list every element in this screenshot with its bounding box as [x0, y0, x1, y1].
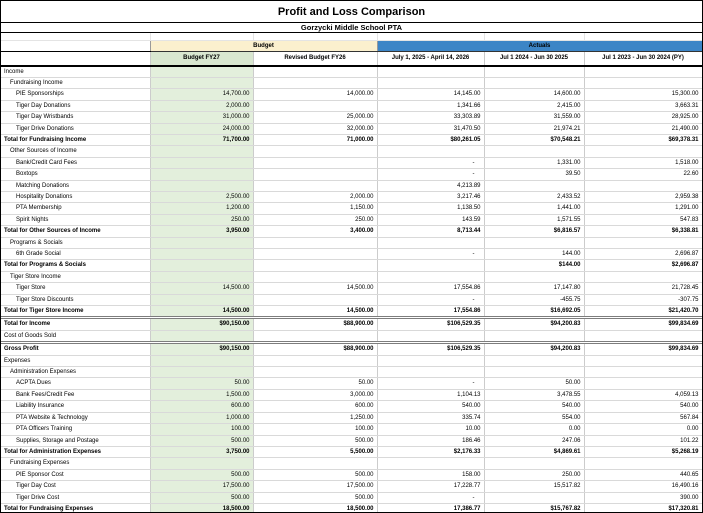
value-cell: 567.84 [584, 412, 702, 423]
value-cell: 14,500.00 [253, 306, 377, 318]
value-cell: 250.00 [484, 469, 584, 480]
band-row [1, 40, 702, 51]
value-cell: 1,104.13 [377, 389, 484, 400]
row-label: ACPTA Dues [1, 378, 150, 389]
value-cell [484, 77, 584, 88]
value-cell: 31,000.00 [150, 112, 253, 123]
value-cell [150, 271, 253, 282]
value-cell: 21,974.21 [484, 123, 584, 134]
value-cell: 17,500.00 [253, 481, 377, 492]
value-cell: $106,529.35 [377, 343, 484, 355]
value-cell [377, 237, 484, 248]
value-cell: 17,228.77 [377, 481, 484, 492]
value-cell: $17,320.81 [584, 503, 702, 513]
value-cell: 32,000.00 [253, 123, 377, 134]
row-label: Hospitality Donations [1, 191, 150, 202]
value-cell [150, 169, 253, 180]
budget-band-label: Budget [150, 40, 377, 51]
value-cell [584, 237, 702, 248]
row-label: PIE Sponsorships [1, 89, 150, 100]
value-cell: 500.00 [253, 435, 377, 446]
row-label: Fundraising Income [1, 77, 150, 88]
value-cell: $16,692.05 [484, 306, 584, 318]
table-row [1, 66, 702, 78]
value-cell [253, 355, 377, 366]
value-cell [377, 367, 484, 378]
col-header-jul1-2025-apr14-2026: July 1, 2025 - April 14, 2026 [377, 51, 484, 66]
row-label: Total for Other Sources of Income [1, 226, 150, 237]
value-cell [584, 271, 702, 282]
value-cell: 10.00 [377, 424, 484, 435]
value-cell [377, 260, 484, 271]
value-cell [584, 330, 702, 342]
value-cell [150, 157, 253, 168]
table-row [1, 492, 702, 503]
value-cell [253, 458, 377, 469]
value-cell: 2,000.00 [150, 100, 253, 111]
value-cell [484, 180, 584, 191]
value-cell: 25,000.00 [253, 112, 377, 123]
actuals-band-label: Actuals [377, 40, 702, 51]
value-cell: - [377, 157, 484, 168]
value-cell: 1,138.50 [377, 203, 484, 214]
value-cell [377, 355, 484, 366]
value-cell: 3,400.00 [253, 226, 377, 237]
value-cell: 18,500.00 [150, 503, 253, 513]
table-row [1, 169, 702, 180]
row-label: Tiger Day Wristbands [1, 112, 150, 123]
value-cell [150, 77, 253, 88]
value-cell: $106,529.35 [377, 318, 484, 330]
row-label: Tiger Store Discounts [1, 294, 150, 305]
value-cell: 143.59 [377, 214, 484, 225]
value-cell [584, 77, 702, 88]
row-label: Tiger Day Cost [1, 481, 150, 492]
table-row [1, 306, 702, 318]
value-cell [253, 157, 377, 168]
value-cell: 71,700.00 [150, 134, 253, 145]
value-cell [253, 330, 377, 342]
value-cell: 2,500.00 [150, 191, 253, 202]
value-cell: 390.00 [584, 492, 702, 503]
value-cell [484, 355, 584, 366]
value-cell [484, 458, 584, 469]
row-label: Fundraising Expenses [1, 458, 150, 469]
table-row [1, 283, 702, 294]
value-cell [150, 146, 253, 157]
value-cell: $6,338.81 [584, 226, 702, 237]
value-cell: 3,950.00 [150, 226, 253, 237]
value-cell: 39.50 [484, 169, 584, 180]
row-label: Spirit Nights [1, 214, 150, 225]
value-cell [150, 294, 253, 305]
value-cell: $15,767.82 [484, 503, 584, 513]
table-row [1, 89, 702, 100]
row-label: Tiger Store Income [1, 271, 150, 282]
value-cell: 17,554.86 [377, 283, 484, 294]
table-row [1, 412, 702, 423]
value-cell: 1,250.00 [253, 412, 377, 423]
table-row [1, 355, 702, 366]
value-cell [150, 367, 253, 378]
value-cell [150, 66, 253, 78]
col-header-jul1-2023-jun30-2024-py: Jul 1 2023 - Jun 30 2024 (PY) [584, 51, 702, 66]
spacer-cell [484, 33, 584, 40]
table-row [1, 146, 702, 157]
row-label: Tiger Store [1, 283, 150, 294]
value-cell: 14,500.00 [253, 283, 377, 294]
table-row [1, 134, 702, 145]
table-row [1, 469, 702, 480]
table-row [1, 214, 702, 225]
value-cell: 440.65 [584, 469, 702, 480]
value-cell: 250.00 [150, 214, 253, 225]
row-label: Tiger Drive Donations [1, 123, 150, 134]
row-label: Income [1, 66, 150, 78]
value-cell: $6,816.57 [484, 226, 584, 237]
value-cell: 3,478.55 [484, 389, 584, 400]
value-cell: $88,900.00 [253, 343, 377, 355]
table-row [1, 481, 702, 492]
value-cell: $69,378.31 [584, 134, 702, 145]
value-cell: 500.00 [253, 492, 377, 503]
table-row [1, 77, 702, 88]
value-cell: 1,441.00 [484, 203, 584, 214]
value-cell [253, 294, 377, 305]
value-cell: 14,500.00 [150, 306, 253, 318]
value-cell: $88,900.00 [253, 318, 377, 330]
value-cell: 540.00 [484, 401, 584, 412]
value-cell: 1,200.00 [150, 203, 253, 214]
value-cell: 31,470.50 [377, 123, 484, 134]
row-label: Tiger Day Donations [1, 100, 150, 111]
value-cell: 554.00 [484, 412, 584, 423]
col-header-revised-budget-fy26: Revised Budget FY26 [253, 51, 377, 66]
row-label: Total for Income [1, 318, 150, 330]
value-cell: 1,331.00 [484, 157, 584, 168]
value-cell: - [377, 378, 484, 389]
value-cell [484, 492, 584, 503]
value-cell [150, 237, 253, 248]
band-empty-cell [1, 40, 150, 51]
row-label: Matching Donations [1, 180, 150, 191]
value-cell: 0.00 [484, 424, 584, 435]
value-cell: 1,500.00 [150, 389, 253, 400]
value-cell: 71,000.00 [253, 134, 377, 145]
value-cell [584, 458, 702, 469]
value-cell: 500.00 [150, 492, 253, 503]
value-cell: 500.00 [253, 469, 377, 480]
value-cell: $94,200.83 [484, 318, 584, 330]
value-cell: 22.60 [584, 169, 702, 180]
value-cell: 17,554.86 [377, 306, 484, 318]
spacer-cell [1, 33, 150, 40]
row-label: Total for Tiger Store Income [1, 306, 150, 318]
value-cell: - [377, 169, 484, 180]
col-header-jul1-2024-jun30-2025: Jul 1 2024 - Jun 30 2025 [484, 51, 584, 66]
value-cell: 16,490.16 [584, 481, 702, 492]
table-row [1, 424, 702, 435]
row-label: Supplies, Storage and Postage [1, 435, 150, 446]
table-row [1, 367, 702, 378]
table-row [1, 203, 702, 214]
table-row [1, 271, 702, 282]
table-row [1, 249, 702, 260]
value-cell [377, 330, 484, 342]
row-label: Other Sources of Income [1, 146, 150, 157]
value-cell: - [377, 294, 484, 305]
value-cell: $80,261.05 [377, 134, 484, 145]
table-row [1, 226, 702, 237]
value-cell: 15,517.82 [484, 481, 584, 492]
column-header-row [1, 51, 702, 66]
value-cell: 3,750.00 [150, 446, 253, 457]
value-cell: $99,834.69 [584, 318, 702, 330]
row-label-header-cell [1, 51, 150, 66]
value-cell: $21,420.70 [584, 306, 702, 318]
value-cell [484, 330, 584, 342]
value-cell: 2,959.38 [584, 191, 702, 202]
value-cell [584, 66, 702, 78]
row-label: Tiger Drive Cost [1, 492, 150, 503]
table-row [1, 343, 702, 355]
value-cell [253, 249, 377, 260]
table-row [1, 503, 702, 513]
value-cell [377, 271, 484, 282]
value-cell: 28,925.00 [584, 112, 702, 123]
value-cell: - [377, 492, 484, 503]
value-cell [584, 355, 702, 366]
table-row [1, 378, 702, 389]
value-cell: - [377, 249, 484, 260]
table-row [1, 100, 702, 111]
table-row [1, 435, 702, 446]
value-cell: 21,728.45 [584, 283, 702, 294]
table-row [1, 180, 702, 191]
row-label: Boxtops [1, 169, 150, 180]
value-cell [150, 249, 253, 260]
row-label: Administration Expenses [1, 367, 150, 378]
value-cell: 8,713.44 [377, 226, 484, 237]
value-cell: 600.00 [253, 401, 377, 412]
table-row [1, 157, 702, 168]
value-cell: 2,696.87 [584, 249, 702, 260]
value-cell: 1,518.00 [584, 157, 702, 168]
value-cell: 547.83 [584, 214, 702, 225]
table-row [1, 123, 702, 134]
pnl-comparison-table [1, 33, 703, 513]
value-cell: 50.00 [484, 378, 584, 389]
value-cell [253, 271, 377, 282]
value-cell: $90,150.00 [150, 318, 253, 330]
row-label: PTA Officers Training [1, 424, 150, 435]
value-cell: 1,341.66 [377, 100, 484, 111]
value-cell [150, 180, 253, 191]
row-label: PTA Membership [1, 203, 150, 214]
row-label: Programs & Socials [1, 237, 150, 248]
value-cell: 1,291.00 [584, 203, 702, 214]
value-cell: 50.00 [150, 378, 253, 389]
row-label: Total for Programs & Socials [1, 260, 150, 271]
row-label: Liability Insurance [1, 401, 150, 412]
value-cell [377, 458, 484, 469]
value-cell: 335.74 [377, 412, 484, 423]
row-label: Bank Fees/Credit Fee [1, 389, 150, 400]
spacer-cell [150, 33, 253, 40]
value-cell: 14,500.00 [150, 283, 253, 294]
report-title: Profit and Loss Comparison [1, 1, 702, 23]
value-cell: 500.00 [150, 469, 253, 480]
value-cell: 14,700.00 [150, 89, 253, 100]
value-cell: 17,386.77 [377, 503, 484, 513]
value-cell: $2,696.87 [584, 260, 702, 271]
value-cell: $144.00 [484, 260, 584, 271]
value-cell [253, 367, 377, 378]
value-cell [253, 169, 377, 180]
table-row [1, 401, 702, 412]
row-label: Total for Fundraising Income [1, 134, 150, 145]
value-cell: 14,000.00 [253, 89, 377, 100]
spacer-cell [253, 33, 377, 40]
value-cell: 2,433.52 [484, 191, 584, 202]
value-cell: 21,490.00 [584, 123, 702, 134]
value-cell: 3,000.00 [253, 389, 377, 400]
value-cell: 3,663.31 [584, 100, 702, 111]
value-cell [584, 146, 702, 157]
value-cell: 2,000.00 [253, 191, 377, 202]
table-row [1, 237, 702, 248]
table-row [1, 260, 702, 271]
row-label: PTA Website & Technology [1, 412, 150, 423]
value-cell: 18,500.00 [253, 503, 377, 513]
value-cell [484, 271, 584, 282]
value-cell: 500.00 [150, 435, 253, 446]
value-cell: $99,834.69 [584, 343, 702, 355]
value-cell [253, 237, 377, 248]
value-cell: 14,145.00 [377, 89, 484, 100]
table-row [1, 330, 702, 342]
value-cell: 3,217.46 [377, 191, 484, 202]
spacer-cell [584, 33, 702, 40]
value-cell [377, 66, 484, 78]
table-row [1, 191, 702, 202]
value-cell: 15,300.00 [584, 89, 702, 100]
row-label: Cost of Goods Sold [1, 330, 150, 342]
row-label: 6th Grade Social [1, 249, 150, 260]
table-row [1, 112, 702, 123]
value-cell: $4,869.61 [484, 446, 584, 457]
value-cell: 17,147.80 [484, 283, 584, 294]
value-cell: 186.46 [377, 435, 484, 446]
row-label: Total for Fundraising Expenses [1, 503, 150, 513]
value-cell: $90,150.00 [150, 343, 253, 355]
value-cell: $94,200.83 [484, 343, 584, 355]
table-row [1, 446, 702, 457]
value-cell: 24,000.00 [150, 123, 253, 134]
table-row [1, 294, 702, 305]
row-label: Bank/Credit Card Fees [1, 157, 150, 168]
value-cell: 1,150.00 [253, 203, 377, 214]
value-cell [150, 355, 253, 366]
spacer-cell [377, 33, 484, 40]
value-cell [584, 180, 702, 191]
value-cell: 4,213.89 [377, 180, 484, 191]
row-label: Gross Profit [1, 343, 150, 355]
value-cell: 101.22 [584, 435, 702, 446]
table-row [1, 318, 702, 330]
value-cell: $5,268.19 [584, 446, 702, 457]
value-cell: 50.00 [253, 378, 377, 389]
col-header-budget-fy27: Budget FY27 [150, 51, 253, 66]
value-cell: 250.00 [253, 214, 377, 225]
value-cell [150, 260, 253, 271]
value-cell [150, 330, 253, 342]
value-cell [484, 146, 584, 157]
value-cell: 540.00 [584, 401, 702, 412]
value-cell [484, 237, 584, 248]
value-cell: 1,571.55 [484, 214, 584, 225]
report-subtitle: Gorzycki Middle School PTA [1, 23, 702, 33]
value-cell [584, 378, 702, 389]
table-row [1, 458, 702, 469]
value-cell: 100.00 [253, 424, 377, 435]
value-cell [150, 458, 253, 469]
value-cell: 33,303.89 [377, 112, 484, 123]
value-cell: 2,415.00 [484, 100, 584, 111]
value-cell: $70,548.21 [484, 134, 584, 145]
row-label: Expenses [1, 355, 150, 366]
value-cell: -307.75 [584, 294, 702, 305]
value-cell: 4,059.13 [584, 389, 702, 400]
value-cell: 247.06 [484, 435, 584, 446]
table-row [1, 389, 702, 400]
value-cell [253, 100, 377, 111]
spacer-row [1, 33, 702, 40]
row-label: Total for Administration Expenses [1, 446, 150, 457]
value-cell [377, 146, 484, 157]
value-cell [584, 367, 702, 378]
row-label: PIE Sponsor Cost [1, 469, 150, 480]
value-cell: 14,600.00 [484, 89, 584, 100]
value-cell: 600.00 [150, 401, 253, 412]
value-cell: 5,500.00 [253, 446, 377, 457]
value-cell: 158.00 [377, 469, 484, 480]
value-cell: 17,500.00 [150, 481, 253, 492]
value-cell [484, 66, 584, 78]
value-cell: 540.00 [377, 401, 484, 412]
value-cell: 1,000.00 [150, 412, 253, 423]
value-cell: $2,176.33 [377, 446, 484, 457]
value-cell: 0.00 [584, 424, 702, 435]
value-cell [253, 146, 377, 157]
value-cell [253, 66, 377, 78]
value-cell: 31,559.00 [484, 112, 584, 123]
value-cell: -455.75 [484, 294, 584, 305]
value-cell [253, 260, 377, 271]
value-cell [253, 77, 377, 88]
value-cell [253, 180, 377, 191]
value-cell [484, 367, 584, 378]
value-cell [377, 77, 484, 88]
value-cell: 144.00 [484, 249, 584, 260]
value-cell: 100.00 [150, 424, 253, 435]
